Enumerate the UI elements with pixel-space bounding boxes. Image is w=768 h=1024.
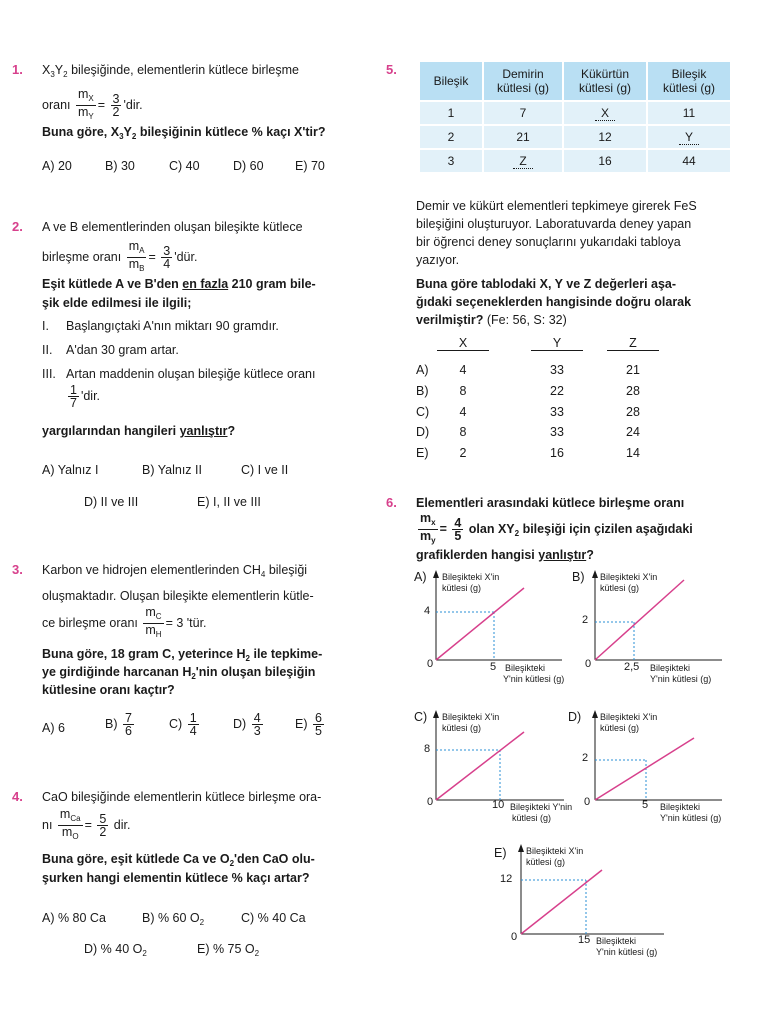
graph-option[interactable]: [494, 842, 674, 966]
question-number: 5.: [386, 62, 397, 77]
y-axis-arrow: [433, 710, 439, 718]
table-cell: 44: [648, 150, 730, 172]
question-1-line-1: $X_3Y_2$ bileşiğinde, elementlerin kütlece birleşme: [42, 63, 299, 79]
statement-3-fraction: $\frac{1}{7}$ 'dir.: [70, 383, 101, 411]
question-2-judge: yargılarından hangileri yanlıştır?: [42, 424, 236, 438]
answer-option[interactable]: E) % 75 $O_2$: [197, 942, 260, 958]
answer-column-header: Y: [531, 336, 583, 351]
answer-option[interactable]: E) $\frac{6}{5}$: [295, 711, 322, 738]
question-4-line-1: CaO bileşiğinde elementlerin kütlece birleşme ora-: [42, 790, 322, 804]
answer-column-header: Z: [607, 336, 659, 351]
y-tick: 4: [424, 605, 431, 617]
x-axis-label: Bileşikteki Y'nin kütlesi (g): [660, 802, 722, 823]
table-cell: 2: [420, 126, 482, 148]
statement-roman: III.: [42, 367, 56, 381]
x-axis-label: Bileşikteki Y'nin kütlesi (g): [503, 663, 565, 684]
ratio-value: $\frac{3}{4}$: [163, 244, 171, 271]
graph-option[interactable]: [572, 568, 732, 696]
y-axis-label: Bileşikteki X'in kütlesi (g): [526, 846, 584, 867]
answer-x: 8: [459, 425, 467, 439]
answer-option[interactable]: E) 70: [295, 159, 325, 173]
x-axis-label: Bileşikteki Y'nin kütlesi (g): [510, 802, 573, 823]
answer-option[interactable]: B) Yalnız II: [142, 463, 202, 477]
question-4-prompt-2: şurken hangi elementin kütlece % kaçı artar?: [42, 871, 310, 885]
table-row: [420, 126, 730, 148]
x-tick: 5: [642, 799, 649, 811]
answer-option[interactable]: B) 30: [105, 159, 135, 173]
y-axis-label: Bileşikteki X'in kütlesi (g): [600, 712, 658, 733]
table-row: [420, 150, 730, 172]
graph-option-label: C): [414, 710, 428, 724]
answer-x: 8: [459, 384, 467, 398]
graph-option-label: A): [414, 570, 427, 584]
answer-option[interactable]: C) I ve II: [241, 463, 289, 477]
y-tick: 12: [500, 873, 513, 885]
ratio-fraction: $\frac{m_{Ca}}{m_O}$: [59, 807, 81, 841]
answer-option-label[interactable]: B): [416, 384, 429, 398]
question-3-prompt-1: Buna göre, 18 gram C, yeterince $H_2$ ile tepkime-: [42, 647, 323, 663]
table-cell: 16: [564, 150, 646, 172]
question-5-text: bir öğrenci deney sonuçlarını yukarıdaki tabloya: [416, 235, 681, 249]
answer-option[interactable]: C) $\frac{1}{4}$: [169, 711, 197, 738]
table-cell: Z: [484, 150, 562, 172]
table-cell: 12: [564, 126, 646, 148]
question-3-line-1: Karbon ve hidrojen elementlerinden $CH_4$ bileşiği: [42, 563, 308, 579]
data-table: [418, 60, 732, 174]
answer-z: 24: [626, 425, 640, 439]
graph-option-label: E): [494, 846, 507, 860]
x-axis-label: Bileşikteki Y'nin kütlesi (g): [596, 936, 658, 957]
x-tick: 2,5: [624, 661, 640, 673]
question-4-prompt-1: Buna göre, eşit kütlede Ca ve $O_2'den$ CaO olu-: [42, 852, 315, 868]
y-axis-arrow: [592, 570, 598, 578]
question-2-line-2: birleşme oranı $\frac{m_A}{m_B}$ = $\frac{3}{4}$ 'dür.: [42, 239, 198, 273]
ratio-fraction: $\frac{m_X}{m_Y}$: [77, 87, 94, 121]
question-4-line-2: nı $\frac{m_{Ca}}{m_O}$ = $\frac{5}{2}$ dir.: [42, 807, 131, 841]
graph-option[interactable]: [414, 568, 564, 696]
statement-text: A'dan 30 gram artar.: [66, 343, 179, 357]
answer-column-header: X: [437, 336, 489, 351]
answer-option[interactable]: E) I, II ve III: [197, 495, 261, 509]
y-axis-label: Bileşikteki X'in kütlesi (g): [442, 572, 500, 593]
table-cell: 1: [420, 102, 482, 124]
question-5-prompt: Buna göre tablodaki X, Y ve Z değerleri aşa-: [416, 277, 677, 291]
graph-option-label: B): [572, 570, 585, 584]
x-tick: 5: [490, 661, 497, 673]
statement-roman: II.: [42, 343, 53, 357]
answer-y: 22: [550, 384, 564, 398]
answer-y: 16: [550, 446, 564, 460]
answer-y: 33: [550, 405, 564, 419]
statement-roman: I.: [42, 319, 49, 333]
question-5-text: bileşiğini oluşturuyor. Laboratuvarda deney yapan: [416, 217, 692, 231]
answer-option-label[interactable]: C): [416, 405, 430, 419]
x-tick: 15: [578, 934, 591, 946]
question-3-prompt-2: ye girdiğinde harcanan $H_2'nin$ oluşan bileşiğin: [42, 665, 316, 681]
y-tick: 2: [582, 752, 589, 764]
answer-option[interactable]: D) 60: [233, 159, 264, 173]
answer-option[interactable]: D) $\frac{4}{3}$: [233, 711, 261, 738]
table-cell: Y: [648, 126, 730, 148]
table-cell: 21: [484, 126, 562, 148]
answer-option[interactable]: D) II ve III: [84, 495, 139, 509]
answer-option[interactable]: D) % 40 $O_2$: [84, 942, 147, 958]
graph-option[interactable]: [414, 708, 584, 832]
question-5-prompt: verilmiştir? (Fe: 56, S: 32): [416, 313, 567, 327]
table-header: Bileşik kütlesi (g): [648, 62, 730, 100]
question-6-line-1: Elementleri arasındaki kütlece birleşme oranı: [416, 496, 685, 510]
origin-tick: 0: [584, 796, 591, 808]
answer-y: 33: [550, 425, 564, 439]
question-5-prompt: ğıdaki seçeneklerden hangisinde doğru olarak: [416, 295, 692, 309]
table-cell: 3: [420, 150, 482, 172]
question-2-prompt-2: şik elde edilmesi ile ilgili;: [42, 296, 192, 310]
answer-x: 4: [459, 363, 467, 377]
ratio-fraction: $\frac{m_A}{m_B}$: [128, 239, 145, 273]
answer-x: 4: [459, 405, 467, 419]
x-tick: 10: [492, 799, 505, 811]
ratio-fraction: $\frac{m_C}{m_H}$: [145, 605, 162, 639]
answer-z: 14: [626, 446, 640, 460]
answer-option-label[interactable]: D): [416, 425, 430, 439]
graph-option[interactable]: [568, 708, 732, 832]
y-axis-arrow: [433, 570, 439, 578]
question-2-prompt-1: Eşit kütlede A ve B'den en fazla 210 gram bile-: [42, 277, 316, 291]
answer-z: 21: [626, 363, 640, 377]
answer-option[interactable]: A) Yalnız I: [42, 463, 99, 477]
ratio-value: $\frac{5}{2}$: [99, 812, 107, 839]
data-line: [595, 738, 694, 800]
table-header-row: [420, 62, 730, 100]
answer-y: 33: [550, 363, 564, 377]
table-cell: 7: [484, 102, 562, 124]
question-6-line-3: grafiklerden hangisi yanlıştır?: [416, 548, 594, 562]
origin-tick: 0: [585, 658, 592, 670]
answer-option-label[interactable]: E): [416, 446, 429, 460]
origin-tick: 0: [511, 931, 518, 943]
graph-option-label: D): [568, 710, 582, 724]
table-header: Demirin kütlesi (g): [484, 62, 562, 100]
answer-option-label[interactable]: A): [416, 363, 429, 377]
x-axis-label: Bileşikteki Y'nin kütlesi (g): [650, 663, 712, 684]
origin-tick: 0: [427, 796, 434, 808]
answer-z: 28: [626, 405, 640, 419]
y-tick: 8: [424, 743, 431, 755]
answer-z: 28: [626, 384, 640, 398]
question-1-line-2: oranı $\frac{m_X}{m_Y}$ = $\frac{3}{2}$ 'dir.: [42, 87, 143, 121]
answer-option[interactable]: B) $\frac{7}{6}$: [105, 711, 132, 738]
question-number: 4.: [12, 789, 23, 804]
question-number: 1.: [12, 62, 23, 77]
table-cell: 11: [648, 102, 730, 124]
data-line: [436, 732, 524, 800]
answer-option[interactable]: A) % 80 Ca: [42, 911, 106, 925]
table-header: Kükürtün kütlesi (g): [564, 62, 646, 100]
data-line: [436, 588, 524, 660]
question-6-line-2: $\frac{m_x}{m_y}$ = $\frac{4}{5}$ olan $XY_2$ bileşiği için çizilen aşağıdaki: [420, 511, 693, 545]
y-axis-label: Bileşikteki X'in kütlesi (g): [442, 712, 500, 733]
table-cell: X: [564, 102, 646, 124]
answer-option[interactable]: C) % 40 Ca: [241, 911, 306, 925]
question-5-text: yazıyor.: [416, 253, 460, 267]
answer-option[interactable]: A) 20: [42, 159, 72, 173]
question-3-prompt-3: kütlesine oranı kaçtır?: [42, 683, 175, 697]
question-3-line-3: ce birleşme oranı $\frac{m_C}{m_H}$ = 3 'tür.: [42, 605, 207, 639]
statement-text: Artan maddenin oluşan bileşiğe kütlece oranı: [66, 367, 316, 381]
y-axis-arrow: [518, 844, 524, 852]
answer-option[interactable]: A) 6: [42, 721, 65, 735]
question-5-text: Demir ve kükürt elementleri tepkimeye girerek FeS: [416, 199, 697, 213]
table-header: Bileşik: [420, 62, 482, 100]
question-3-line-2: oluşmaktadır. Oluşan bileşikte elementlerin kütle-: [42, 589, 314, 603]
question-number: 6.: [386, 495, 397, 510]
table-row: [420, 102, 730, 124]
y-axis-arrow: [592, 710, 598, 718]
question-number: 3.: [12, 562, 23, 577]
y-axis-label: Bileşikteki X'in kütlesi (g): [600, 572, 658, 593]
answer-x: 2: [459, 446, 467, 460]
answer-option[interactable]: C) 40: [169, 159, 200, 173]
answer-option[interactable]: B) % 60 $O_2$: [142, 911, 205, 927]
question-number: 2.: [12, 219, 23, 234]
question-1-prompt: Buna göre, $X_3Y_2$ bileşiğinin kütlece % kaçı X'tir?: [42, 125, 326, 141]
ratio-value: $\frac{3}{2}$: [112, 92, 120, 119]
origin-tick: 0: [427, 658, 434, 670]
question-2-line-1: A ve B elementlerinden oluşan bileşikte kütlece: [42, 220, 303, 234]
y-tick: 2: [582, 614, 589, 626]
statement-text: Başlangıçtaki A'nın miktarı 90 gramdır.: [66, 319, 279, 333]
